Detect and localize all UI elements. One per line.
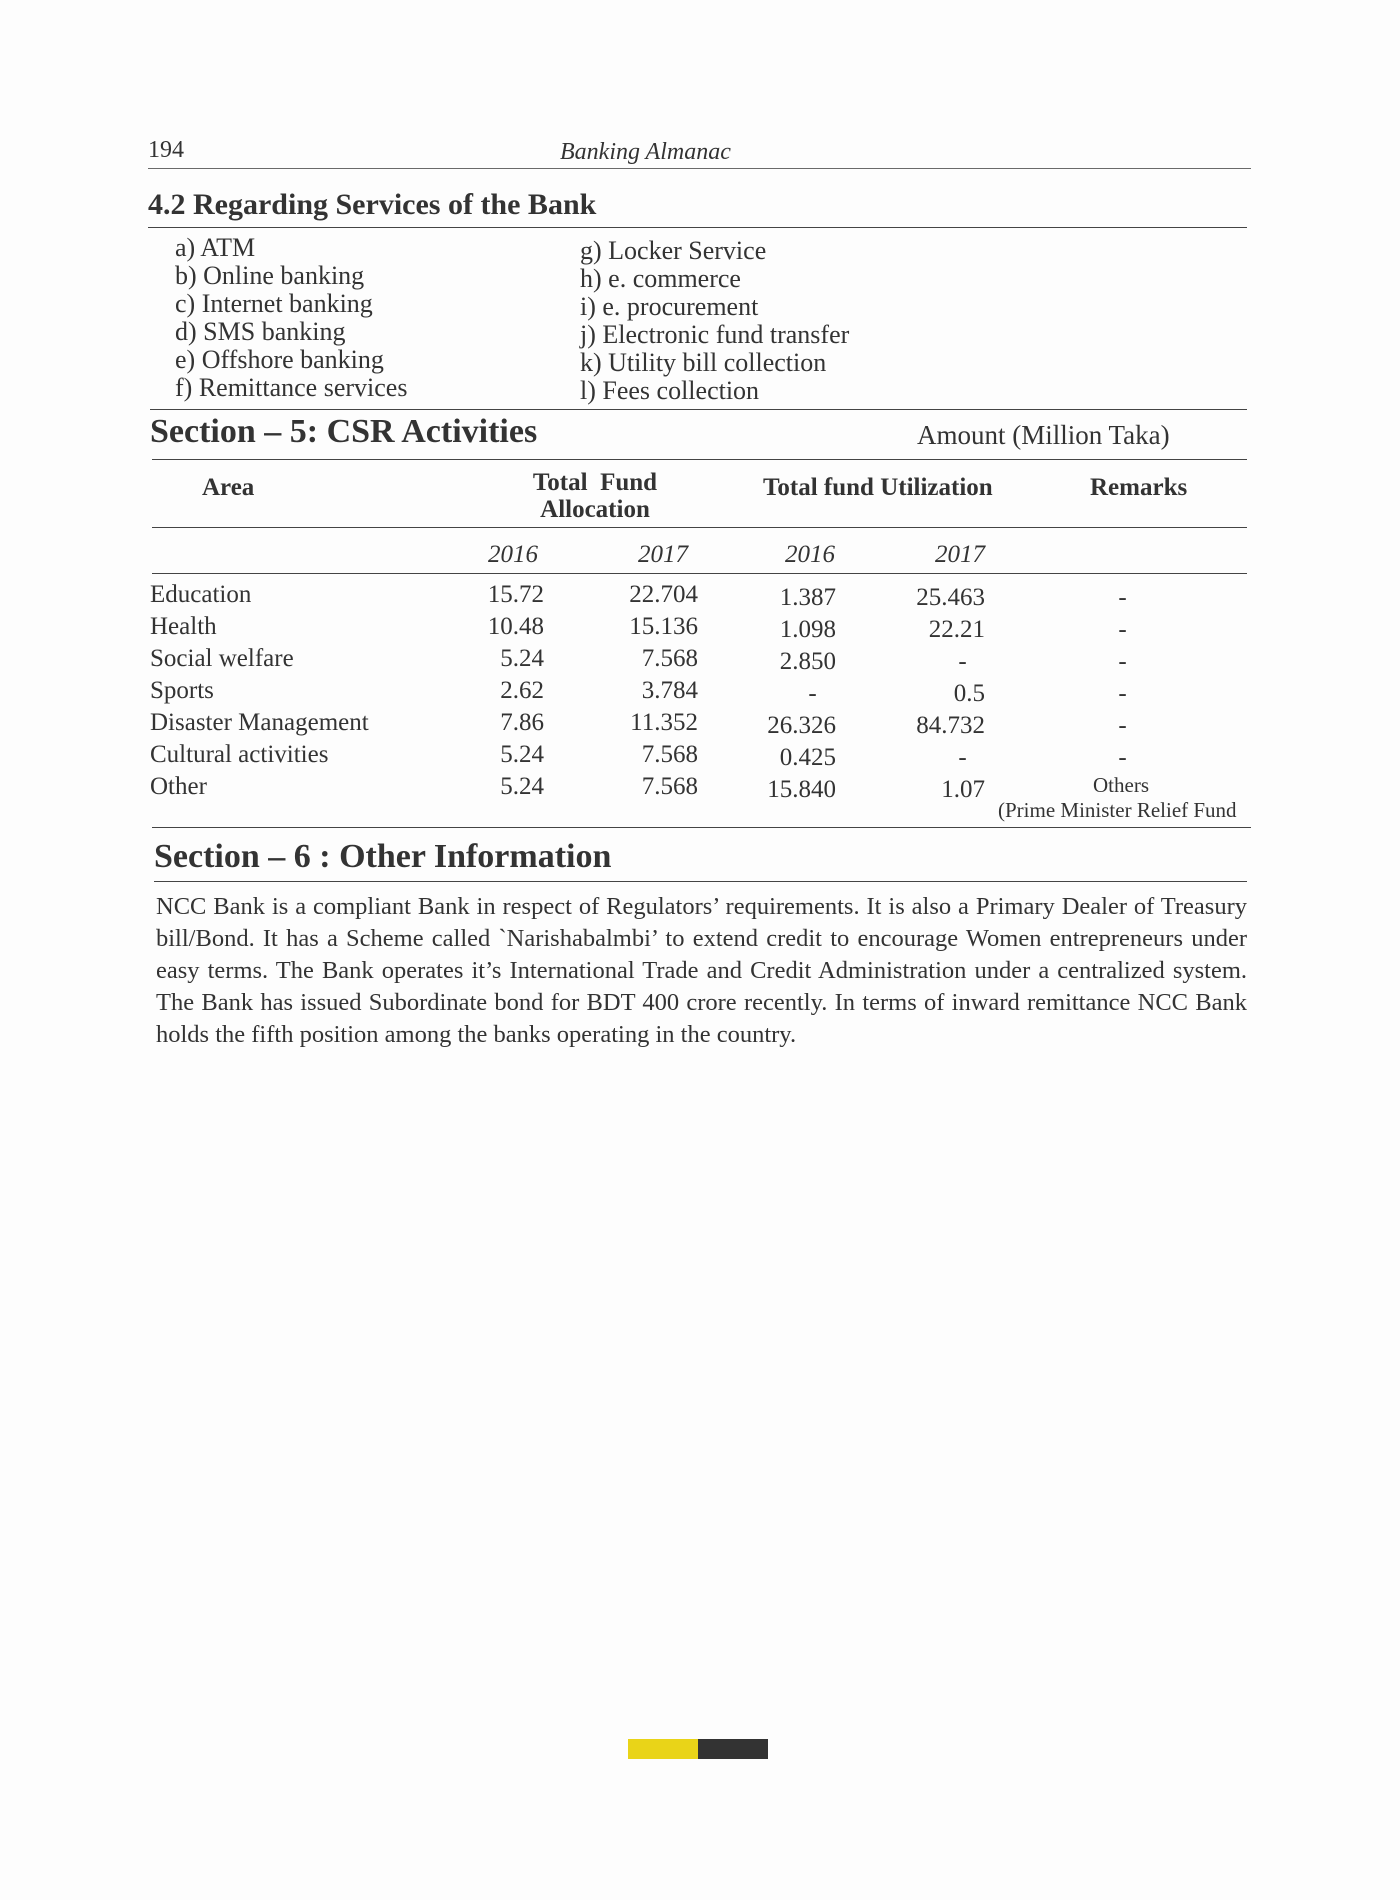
- column-header-allocation: [510, 469, 680, 523]
- table-cell-alloc-2016: 5.24: [500, 773, 544, 800]
- other-info-paragraph: NCC Bank is a compliant Bank in respect of Regulators’ requirements. It is also a Primary Dealer of Treasury bill/Bond. It has a Scheme called `Narishabalmbi’ to extend credit to encourage Women entrepreneurs under easy terms. The Bank operates it’s International Trade and Credit Administration under a centralized system. The Bank has issued Subordinate bond for BDT 400 crore recently. In terms of inward remittance NCC Bank holds the fifth position among the banks operating in the country.: [156, 893, 1247, 1048]
- table-cell-util-2016: 2.850: [779, 648, 836, 675]
- table-cell-remarks: -: [1118, 680, 1127, 707]
- table-cell-area: Cultural activities: [150, 741, 329, 768]
- table-cell-util-2016: -: [808, 680, 817, 707]
- list-item: c) Internet banking: [175, 289, 373, 318]
- list-item: j) Electronic fund transfer: [580, 320, 850, 349]
- year-header: 2017: [935, 541, 985, 568]
- header-rule: [148, 168, 1251, 169]
- table-cell-alloc-2017: 11.352: [630, 709, 698, 736]
- list-item: d) SMS banking: [175, 317, 346, 346]
- column-header-remarks: Remarks: [1090, 474, 1188, 501]
- table-cell-remarks: -: [1118, 712, 1127, 739]
- csr-amount-unit: Amount (Million Taka): [917, 420, 1170, 450]
- table-cell-alloc-2017: 3.784: [641, 677, 698, 704]
- table-cell-util-2016: 1.387: [779, 584, 836, 611]
- year-header: 2016: [488, 541, 538, 568]
- list-item: i) e. procurement: [580, 292, 759, 321]
- services-list-right: [580, 237, 849, 405]
- remarks-note: Others: [1093, 773, 1149, 797]
- table-cell-util-2017: 1.07: [941, 776, 985, 803]
- footer-bar-yellow: [628, 1739, 698, 1759]
- list-item: g) Locker Service: [580, 236, 767, 265]
- list-item: e) Offshore banking: [175, 345, 384, 374]
- table-cell-util-2017: 25.463: [916, 584, 985, 611]
- table-cell-remarks: -: [1118, 648, 1127, 675]
- table-cell-alloc-2016: 5.24: [500, 741, 544, 768]
- table-cell-alloc-2017: 7.568: [641, 741, 698, 768]
- table-cell-alloc-2016: 15.72: [487, 581, 544, 608]
- list-item: b) Online banking: [175, 261, 365, 290]
- table-rule: [152, 459, 1247, 460]
- year-header: 2017: [638, 541, 688, 568]
- table-cell-area: Education: [150, 581, 252, 608]
- table-cell-alloc-2016: 7.86: [500, 709, 544, 736]
- page-number: 194: [148, 137, 184, 163]
- table-cell-util-2017: 0.5: [953, 680, 985, 707]
- other-info-section-title: Section – 6 : Other Information: [154, 838, 612, 875]
- table-cell-area: Sports: [150, 677, 214, 704]
- list-item: h) e. commerce: [580, 264, 741, 293]
- table-cell-remarks: -: [1118, 584, 1127, 611]
- list-item: l) Fees collection: [580, 376, 760, 405]
- year-header: 2016: [785, 541, 835, 568]
- column-header-utilization: Total fund Utilization: [763, 474, 993, 501]
- table-cell-alloc-2017: 7.568: [641, 773, 698, 800]
- table-cell-util-2016: 1.098: [779, 616, 836, 643]
- divider: [148, 227, 1247, 228]
- table-cell-util-2016: 15.840: [767, 776, 836, 803]
- table-rule: [152, 527, 1247, 528]
- table-cell-remarks: -: [1118, 744, 1127, 771]
- table-cell-alloc-2016: 10.48: [487, 613, 544, 640]
- column-header-allocation-line1: Total Fund: [532, 469, 658, 496]
- table-cell-remarks: -: [1118, 616, 1127, 643]
- table-rule: [152, 573, 1247, 574]
- column-header-allocation-line2: Allocation: [540, 496, 650, 523]
- table-cell-area: Other: [150, 773, 207, 800]
- running-title: Banking Almanac: [560, 139, 731, 165]
- table-cell-alloc-2017: 7.568: [641, 645, 698, 672]
- table-cell-util-2016: 0.425: [779, 744, 836, 771]
- table-cell-alloc-2017: 15.136: [629, 613, 698, 640]
- services-section-title: 4.2 Regarding Services of the Bank: [148, 188, 597, 221]
- table-cell-area: Health: [150, 613, 217, 640]
- remarks-note: (Prime Minister Relief Fund: [998, 798, 1237, 822]
- list-item: a) ATM: [175, 233, 256, 262]
- footer-bar-dark: [698, 1739, 768, 1759]
- table-cell-util-2017: -: [958, 744, 967, 771]
- table-cell-util-2017: -: [958, 648, 967, 675]
- table-rule: [152, 827, 1251, 828]
- divider: [154, 881, 1247, 882]
- table-cell-util-2016: 26.326: [767, 712, 836, 739]
- table-cell-util-2017: 22.21: [928, 616, 985, 643]
- csr-section-title: Section – 5: CSR Activities: [150, 413, 538, 450]
- table-cell-area: Social welfare: [150, 645, 294, 672]
- table-cell-util-2017: 84.732: [916, 712, 985, 739]
- table-cell-alloc-2016: 5.24: [500, 645, 544, 672]
- table-cell-area: Disaster Management: [150, 709, 369, 736]
- services-list-left: [175, 234, 407, 402]
- table-cell-alloc-2016: 2.62: [500, 677, 544, 704]
- table-cell-alloc-2017: 22.704: [629, 581, 698, 608]
- list-item: k) Utility bill collection: [580, 348, 827, 377]
- list-item: f) Remittance services: [175, 373, 408, 402]
- column-header-area: Area: [202, 474, 255, 501]
- divider: [150, 409, 1247, 410]
